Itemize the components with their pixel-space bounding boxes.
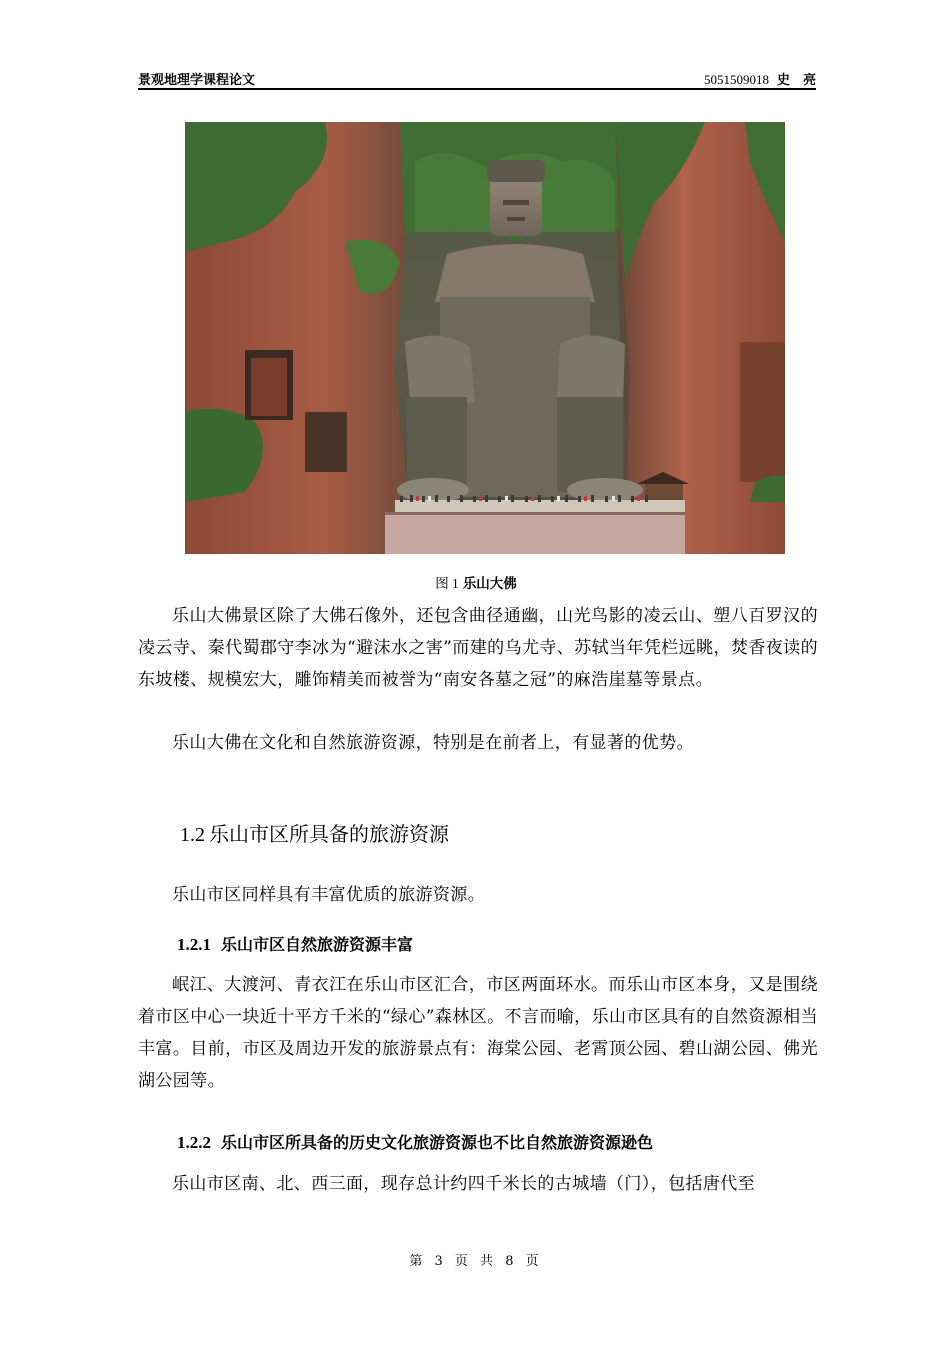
author-info bbox=[704, 69, 816, 88]
paragraph-city-resources: 乐山市区同样具有丰富优质的旅游资源。 bbox=[172, 885, 486, 905]
figure-caption-text: 乐山大佛 bbox=[462, 576, 517, 592]
section-title-text: 乐山市区所具备的旅游资源 bbox=[209, 822, 449, 846]
paragraph-scenic-spots: 乐山大佛景区除了大佛石像外，还包含曲径通幽，山光鸟影的凌云山、塑八百罗汉的凌云寺、秦代蜀郡守李冰为“避沫水之害”而建的乌尤寺、苏轼当年凭栏远眺，焚香夜读的东坡楼、规模宏大，雕饰精美而被誉为“南安各墓之冠”的麻浩崖墓等景点。 bbox=[138, 606, 818, 690]
subsection-number: 1.2.2 bbox=[177, 1133, 211, 1152]
paragraph-natural-resources: 岷江、大渡河、青衣江在乐山市区汇合，市区两面环水。而乐山市区本身，又是围绕着市区中心一块近十平方千米的“绿心”森林区。不言而喻，乐山市区具有的自然资源相当丰富。目前，市区及周边开发的旅游景点有：海棠公园、老霄顶公园、碧山湖公园、佛光湖公园等。 bbox=[138, 975, 818, 1091]
page-header bbox=[138, 66, 816, 90]
subsection-heading-1-2-2 bbox=[177, 1130, 653, 1153]
section-number: 1.2 bbox=[180, 824, 205, 846]
subsection-heading-1-2-1 bbox=[177, 932, 413, 955]
subsection-number: 1.2.1 bbox=[177, 935, 211, 954]
course-title: 景观地理学课程论文 bbox=[138, 73, 256, 88]
leshan-buddha-photo bbox=[185, 122, 785, 554]
subsection-title-text: 乐山市区自然旅游资源丰富 bbox=[221, 935, 414, 954]
figure-number: 图 1 bbox=[435, 576, 459, 591]
subsection-title-text: 乐山市区所具备的历史文化旅游资源也不比自然旅游资源逊色 bbox=[221, 1133, 654, 1152]
section-heading-1-2 bbox=[180, 818, 449, 847]
author-name: 史 亮 bbox=[776, 73, 816, 88]
paragraph-advantage: 乐山大佛在文化和自然旅游资源，特别是在前者上，有显著的优势。 bbox=[172, 733, 694, 753]
page-footer: 第 3 页 共 8 页 bbox=[409, 1254, 543, 1269]
figure-caption bbox=[0, 572, 952, 592]
student-id: 5051509018 bbox=[703, 72, 769, 87]
paragraph-city-walls: 乐山市区南、北、西三面，现存总计约四千米长的古城墙（门），包括唐代至 bbox=[172, 1174, 756, 1194]
